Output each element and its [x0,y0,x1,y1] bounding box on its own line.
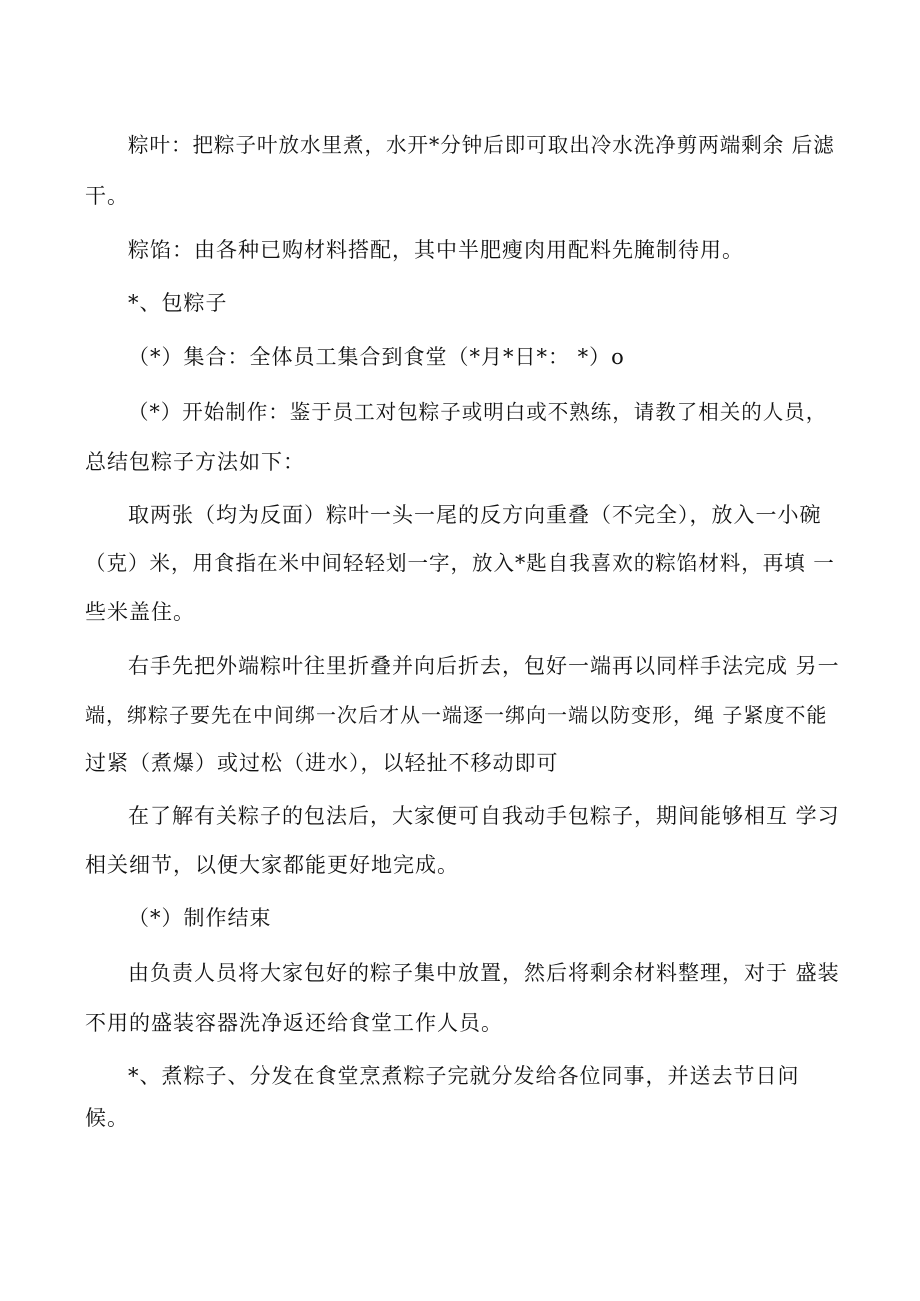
paragraph-line: 过紧（煮爆）或过松（进水），以轻扯不移动即可 [85,751,559,775]
paragraph-line: 右手先把外端粽叶往里折叠并向后折去，包好一端再以同样手法完成 另一 [128,654,840,678]
paragraph-line: （克）米，用食指在米中间轻轻划一字，放入*匙自我喜欢的粽馅材料，再填 一 [85,551,835,575]
paragraph-line: 候。 [85,1106,129,1130]
paragraph-line: 不用的盛装容器洗净返还给食堂工作人员。 [85,1011,503,1035]
paragraph-line: 端，绑粽子要先在中间绑一次后才从一端逐一绑向一端以防变形，绳 子紧度不能 [85,703,828,727]
paragraph-line: 总结包粽子方法如下： [85,450,305,474]
paragraph-line: 干。 [85,184,129,208]
paragraph-line: 粽馅：由各种已购材料搭配，其中半肥瘦肉用配料先腌制待用。 [128,238,744,262]
paragraph-line: 在了解有关粽子的包法后，大家便可自我动手包粽子，期间能够相互 学习 [128,804,840,828]
paragraph-line: （*）制作结束 [128,906,272,930]
paragraph-line: 由负责人员将大家包好的粽子集中放置，然后将剩余材料整理，对于 盛装 [128,961,840,985]
paragraph-line: （*）开始制作：鉴于员工对包粽子或明白或不熟练，请教了相关的人员， [128,400,828,424]
paragraph-line: 粽叶：把粽子叶放水里煮，水开*分钟后即可取出冷水洗净剪两端剩余 后滤 [128,133,835,157]
paragraph-line: 取两张（均为反面）粽叶一头一尾的反方向重叠（不完全），放入一小碗 [128,503,822,527]
paragraph-line: 些米盖住。 [85,600,195,624]
section-heading: *、包粽子 [128,291,228,315]
paragraph-line: （*）集合：全体员工集合到食堂（*月*日*： *）o [128,345,625,369]
paragraph-line: *、煮粽子、分发在食堂烹煮粽子完就分发给各位同事，并送去节日问 [128,1064,800,1088]
paragraph-line: 相关细节，以便大家都能更好地完成。 [85,853,459,877]
